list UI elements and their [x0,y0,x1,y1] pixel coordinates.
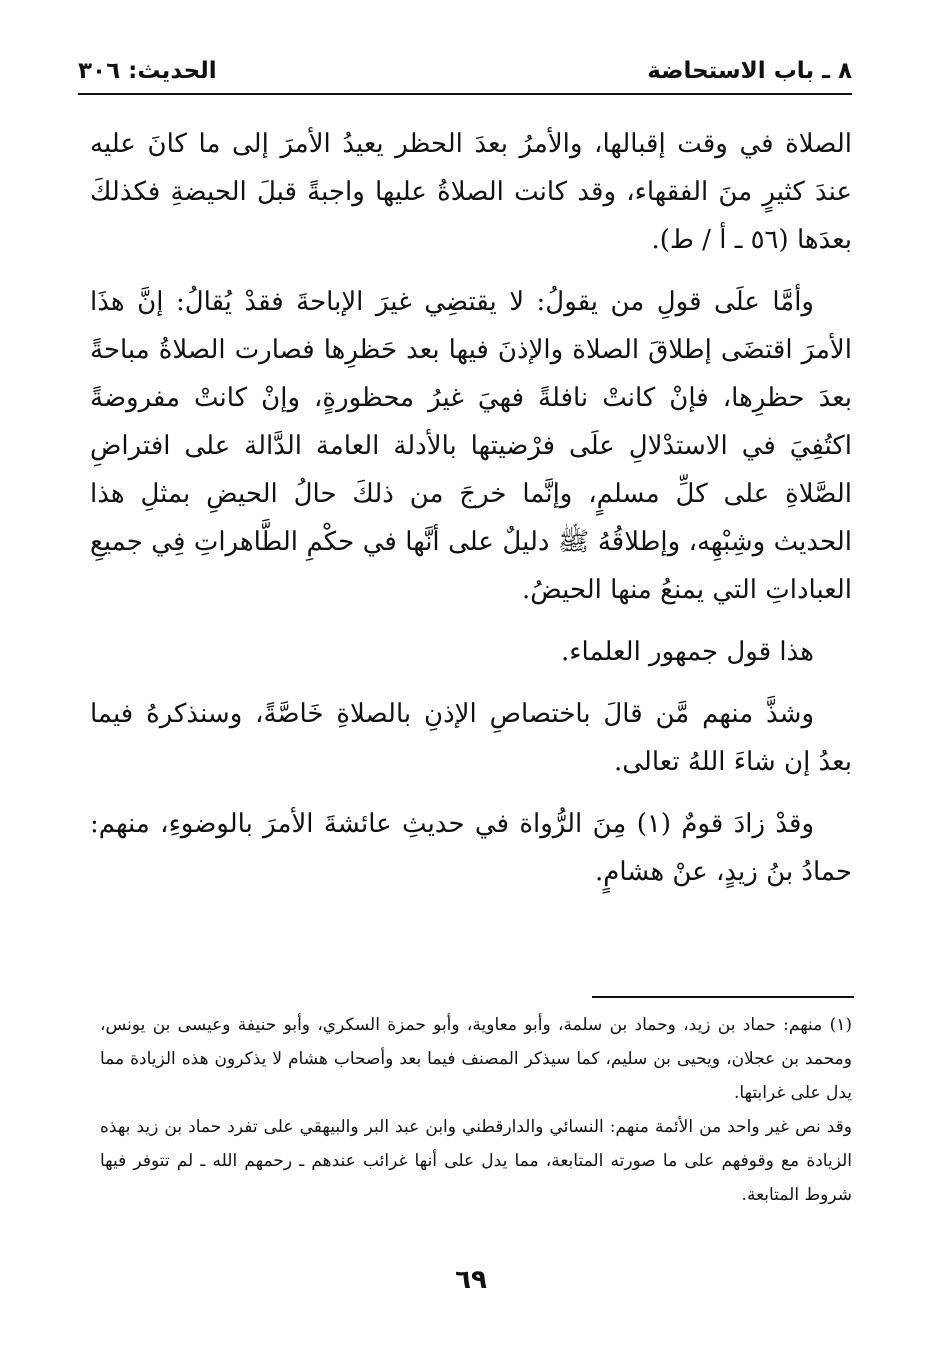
footnote-paragraph: وقد نص غير واحد من الأئمة منهم: النسائي والدارقطني وابن عبد البر والبيهقي على تفرد حماد بن زيد بهذه الزيادة مع وقوفهم على ما صورته المتابعة، مما يدل على أنها غرائب عندهم ـ رحمهم الله ـ لم تتوفر فيها شروط المتابعة. [100,1117,852,1205]
page-number: ٦٩ [455,1265,487,1295]
footnote-divider [592,996,854,998]
body-paragraph: وأمَّا علَى قولِ من يقولُ: لا يقتضِي غيرَ الإباحةَ فقدْ يُقالُ: إنَّ هذَا الأمرَ اقتضَى إطلاقَ الصلاة والإذنَ فيها بعد حَظرِها فصارت الصلاةُ مباحةً بعدَ حظرِها، فإنْ كانتْ نافلةً فهيَ غيرُ محظورةٍ، وإنْ كانتْ مفروضةً اكتُفِيَ في الاستدْلالِ علَى فرْضيتها بالأدلة العامة الدَّالة على افتراضِ الصَّلاةِ على كلِّ مسلمٍ، وإنَّما خرجَ من ذلكَ حالُ الحيضِ بمثلِ هذا الحديث وشِبْهِه، وإطلاقُهُ ﷺ دليلٌ على أنَّها في حكْمِ الطَّاهراتِ فِي جميعِ العباداتِ التي يمنعُ منها الحيضُ. [90,287,852,605]
hadith-reference: الحديث: ٣٠٦ [78,58,217,84]
body-paragraph: وشذَّ منهم مَّن قالَ باختصاصِ الإذنِ بالصلاةِ خَاصَّةً، وسنذكرهُ فيما بعدُ إن شاءَ اللهُ تعالى. [90,699,852,777]
main-text [90,120,852,910]
footnote-paragraph: (١) منهم: حماد بن زيد، وحماد بن سلمة، وأبو معاوية، وأبو حمزة السكري، وأبو حنيفة وعيسى بن يونس، ومحمد بن عجلان، ويحيى بن سليم، كما سيذكر المصنف فيما بعد وأصحاب هشام لا يذكرون هذه الزيادة مما يدل على غرابتها. [100,1015,852,1103]
body-paragraph: الصلاة في وقت إقبالها، والأمرُ بعدَ الحظر يعيدُ الأمرَ إلى ما كانَ عليه عندَ كثيرٍ منَ الفقهاء، وقد كانت الصلاةُ عليها واجبةً قبلَ الحيضةِ فكذلكَ بعدَها (٥٦ ـ أ / ط). [90,129,852,255]
body-paragraph: وقدْ زادَ قومٌ (١) مِنَ الرُّواة في حديثِ عائشةَ الأمرَ بالوضوءِ، منهم: حمادُ بنُ زيدٍ، عنْ هشامٍ. [90,809,852,887]
body-paragraph: هذا قول جمهور العلماء. [561,637,814,667]
header-divider [78,93,852,95]
footnotes [100,1008,852,1212]
running-header [78,52,852,92]
chapter-title: ٨ ـ باب الاستحاضة [647,58,852,84]
